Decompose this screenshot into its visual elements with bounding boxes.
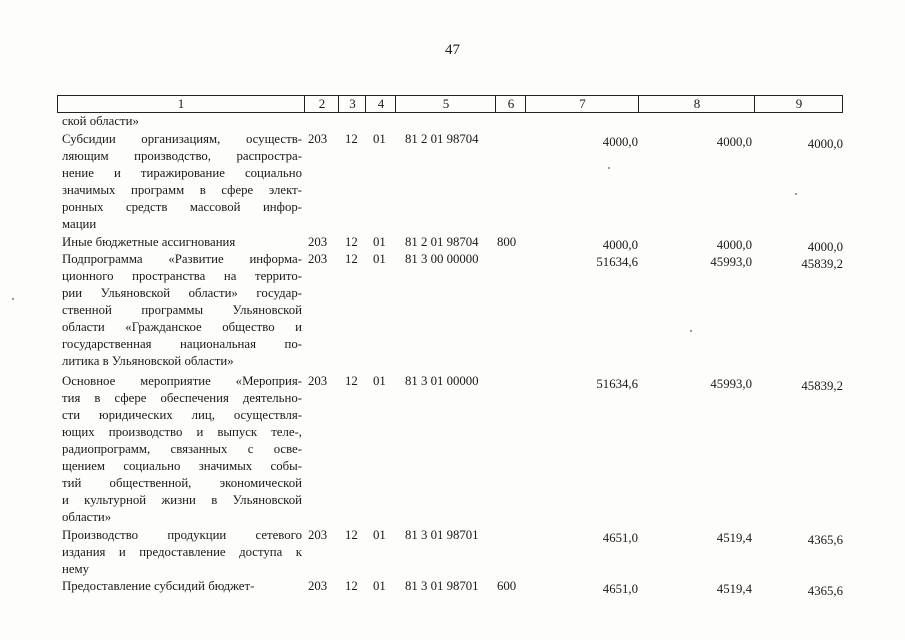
description-line: тий общественной, экономической xyxy=(62,476,302,490)
cell-c9: 4000,0 xyxy=(807,137,843,151)
cell-c6: 600 xyxy=(497,579,517,593)
cell-c2: 203 xyxy=(308,374,328,388)
cell-c7: 51634,6 xyxy=(596,255,638,269)
cell-c3: 12 xyxy=(345,374,358,388)
description-line: ляющим производство, распростра- xyxy=(62,149,302,163)
description-line: Субсидии организациям, осуществ- xyxy=(62,132,302,146)
row-description xyxy=(62,578,302,595)
description-line: Подпрограмма «Развитие информа- xyxy=(62,252,302,266)
description-line: рии Ульяновской области» государ- xyxy=(62,286,302,300)
cell-c8: 4519,4 xyxy=(716,582,752,596)
description-line: области «Гражданское общество и xyxy=(62,320,302,334)
cell-c4: 01 xyxy=(373,374,386,388)
description-line: тия в сфере обеспечения деятельно- xyxy=(62,391,302,405)
cell-c8: 4000,0 xyxy=(716,238,752,252)
description-line: литика в Ульяновской области» xyxy=(62,354,234,368)
description-line: Производство продукции сетевого xyxy=(62,528,302,542)
description-line: издания и предоставление доступа к xyxy=(62,545,302,559)
cell-c2: 203 xyxy=(308,528,328,542)
description-line: значимых программ в сфере элект- xyxy=(62,183,302,197)
cell-c8: 4519,4 xyxy=(716,531,752,545)
cell-c3: 12 xyxy=(345,528,358,542)
scan-speck xyxy=(12,298,14,300)
description-line: Основное мероприятие «Мероприя- xyxy=(62,374,302,388)
description-line: щением социально значимых собы- xyxy=(62,459,302,473)
cell-c3: 12 xyxy=(345,579,358,593)
cell-c2: 203 xyxy=(308,252,328,266)
cell-c3: 12 xyxy=(345,252,358,266)
cell-c4: 01 xyxy=(373,528,386,542)
cell-c4: 01 xyxy=(373,579,386,593)
cell-c7: 4651,0 xyxy=(602,582,638,596)
description-line: государственная национальная по- xyxy=(62,337,302,351)
scan-speck xyxy=(690,330,692,332)
description-line: и культурной жизни в Ульяновской xyxy=(62,493,302,507)
cell-c4: 01 xyxy=(373,235,386,249)
cell-c9: 45839,2 xyxy=(801,257,843,271)
cell-c7: 4651,0 xyxy=(602,531,638,545)
cell-c7: 51634,6 xyxy=(596,377,638,391)
cell-c8: 45993,0 xyxy=(710,377,752,391)
description-line: ственной программы Ульяновской xyxy=(62,303,302,317)
description-line: нение и тиражирование социально xyxy=(62,166,302,180)
cell-c5: 81 3 01 98701 xyxy=(405,528,479,542)
page-number: 47 xyxy=(445,42,460,58)
cell-c4: 01 xyxy=(373,132,386,146)
cell-c8: 4000,0 xyxy=(716,135,752,149)
description-line: ционного пространства на террито- xyxy=(62,269,302,283)
scan-speck xyxy=(795,193,797,195)
header-col-4: 4 xyxy=(365,96,396,112)
header-col-1: 1 xyxy=(177,96,185,111)
row-description xyxy=(62,234,302,251)
cell-c2: 203 xyxy=(308,132,328,146)
description-line: радиопрограмм, связанных с осве- xyxy=(62,442,302,456)
scan-speck xyxy=(608,167,610,169)
row-description xyxy=(62,131,302,233)
cell-c5: 81 3 00 00000 xyxy=(405,252,479,266)
cell-c8: 45993,0 xyxy=(710,255,752,269)
cell-c4: 01 xyxy=(373,252,386,266)
cell-c5: 81 3 01 98701 xyxy=(405,579,479,593)
cell-c3: 12 xyxy=(345,132,358,146)
cell-c5: 81 2 01 98704 xyxy=(405,235,479,249)
description-line: Иные бюджетные ассигнования xyxy=(62,235,236,249)
cell-c7: 4000,0 xyxy=(602,135,638,149)
header-col-5: 5 xyxy=(395,96,496,112)
cell-c6: 800 xyxy=(497,235,517,249)
row-description xyxy=(62,251,302,370)
description-line: ющих производство и выпуск теле-, xyxy=(62,425,302,439)
description-line: ской области» xyxy=(62,114,139,128)
header-col-2: 2 xyxy=(304,96,339,112)
cell-c2: 203 xyxy=(308,235,328,249)
cell-c3: 12 xyxy=(345,235,358,249)
cell-c5: 81 3 01 00000 xyxy=(405,374,479,388)
description-line: области» xyxy=(62,510,112,524)
cell-c5: 81 2 01 98704 xyxy=(405,132,479,146)
description-line: нему xyxy=(62,562,90,576)
row-description xyxy=(62,373,302,526)
header-col-3: 3 xyxy=(338,96,366,112)
cell-c7: 4000,0 xyxy=(602,238,638,252)
description-line: ронных средств массовой инфор- xyxy=(62,200,302,214)
header-col-8: 8 xyxy=(638,96,755,112)
cell-c2: 203 xyxy=(308,579,328,593)
row-description xyxy=(62,113,302,130)
header-col-9: 9 xyxy=(754,96,843,112)
description-line: Предоставление субсидий бюджет- xyxy=(62,579,255,593)
header-col-7: 7 xyxy=(525,96,639,112)
header-col-6: 6 xyxy=(495,96,526,112)
cell-c9: 4365,6 xyxy=(807,533,843,547)
cell-c9: 4000,0 xyxy=(807,240,843,254)
description-line: сти юридических лиц, осуществля- xyxy=(62,408,302,422)
description-line: мации xyxy=(62,217,97,231)
row-description xyxy=(62,527,302,578)
cell-c9: 45839,2 xyxy=(801,379,843,393)
cell-c9: 4365,6 xyxy=(807,584,843,598)
